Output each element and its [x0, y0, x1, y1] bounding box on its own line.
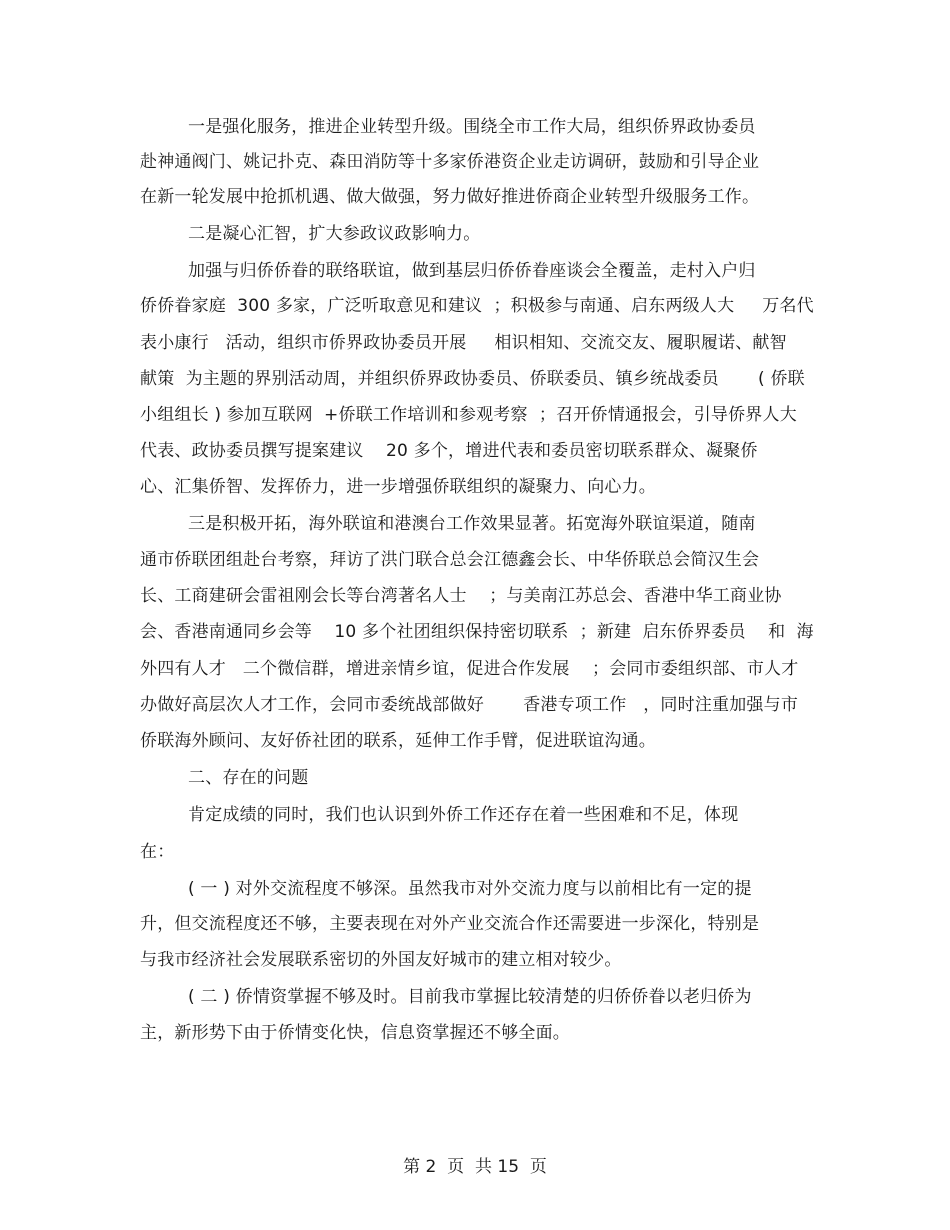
text-line: 办做好高层次人才工作，会同市委统战部做好 香港专项工作 ，同时注重加强与市 — [140, 695, 799, 715]
text-line: 二是凝心汇智，扩大参政议政影响力。 — [188, 224, 481, 244]
text-line: 表小康行 活动，组织市侨界政协委员开展 相识相知、交流交友、履职履诺、献智 — [140, 333, 787, 353]
text-line: 肯定成绩的同时，我们也认识到外侨工作还存在着一些困难和不足，体现 — [188, 805, 739, 825]
text-line: 一是强化服务，推进企业转型升级。围绕全市工作大局，组织侨界政协委员 — [188, 117, 756, 137]
text-line: 侨联海外顾问、友好侨社团的联系，延伸工作手臂，促进联谊沟通。 — [140, 731, 656, 751]
text-line: ( 二 ) 侨情资掌握不够及时。目前我市掌握比较清楚的归侨侨眷以老归侨为 — [188, 987, 752, 1007]
text-line: 献策 为主题的界别活动周，并组织侨界政协委员、侨联委员、镇乡统战委员 ( 侨联 — [140, 369, 805, 389]
text-line: 赴神通阀门、姚记扑克、森田消防等十多家侨港资企业走访调研，鼓励和引导企业 — [140, 152, 760, 172]
text-line: 主，新形势下由于侨情变化快，信息资掌握还不够全面。 — [140, 1023, 570, 1043]
text-line: 通市侨联团组赴台考察，拜访了洪门联合总会江德鑫会长、中华侨联总会简汉生会 — [140, 550, 760, 570]
text-line: 升，但交流程度还不够，主要表现在对外产业交流合作还需要进一步深化，特别是 — [140, 914, 760, 934]
text-line: 在： — [140, 842, 175, 862]
text-line: 加强与归侨侨眷的联络联谊，做到基层归侨侨眷座谈会全覆盖，走村入户归 — [188, 261, 756, 281]
text-line: 心、汇集侨智、发挥侨力，进一步增强侨联组织的凝聚力、向心力。 — [140, 477, 656, 497]
text-line: 侨侨眷家庭 300 多家，广泛听取意见和建议 ；积极参与南通、启东两级人大 万名代 — [140, 296, 814, 316]
text-line: ( 一 ) 对外交流程度不够深。虽然我市对外交流力度与以前相比有一定的提 — [188, 879, 752, 899]
section-heading: 二、存在的问题 — [188, 768, 309, 788]
text-line: 三是积极开拓，海外联谊和港澳台工作效果显著。拓宽海外联谊渠道，随南 — [188, 514, 756, 534]
text-line: 与我市经济社会发展联系密切的外国友好城市的建立相对较少。 — [140, 950, 622, 970]
text-line: 会、香港南通同乡会等 10 多个社团组织保持密切联系 ；新建 启东侨界委员 和 海 — [140, 622, 814, 642]
text-line: 代表、政协委员撰写提案建议 20 多个，增进代表和委员密切联系群众、凝聚侨 — [140, 441, 758, 461]
text-line: 外四有人才 二个微信群，增进亲情乡谊，促进合作发展 ；会同市委组织部、市人才 — [140, 659, 799, 679]
text-line: 在新一轮发展中抢抓机遇、做大做强，努力做好推进侨商企业转型升级服务工作。 — [140, 187, 760, 207]
page-number-footer: 第 2 页 共 15 页 — [403, 1157, 547, 1177]
text-line: 小组组长 ) 参加互联网 +侨联工作培训和参观考察 ；召开侨情通报会，引导侨界人大 — [140, 405, 797, 425]
text-line: 长、工商建研会雷祖刚会长等台湾著名人士 ；与美南江苏总会、香港中华工商业协 — [140, 586, 782, 606]
